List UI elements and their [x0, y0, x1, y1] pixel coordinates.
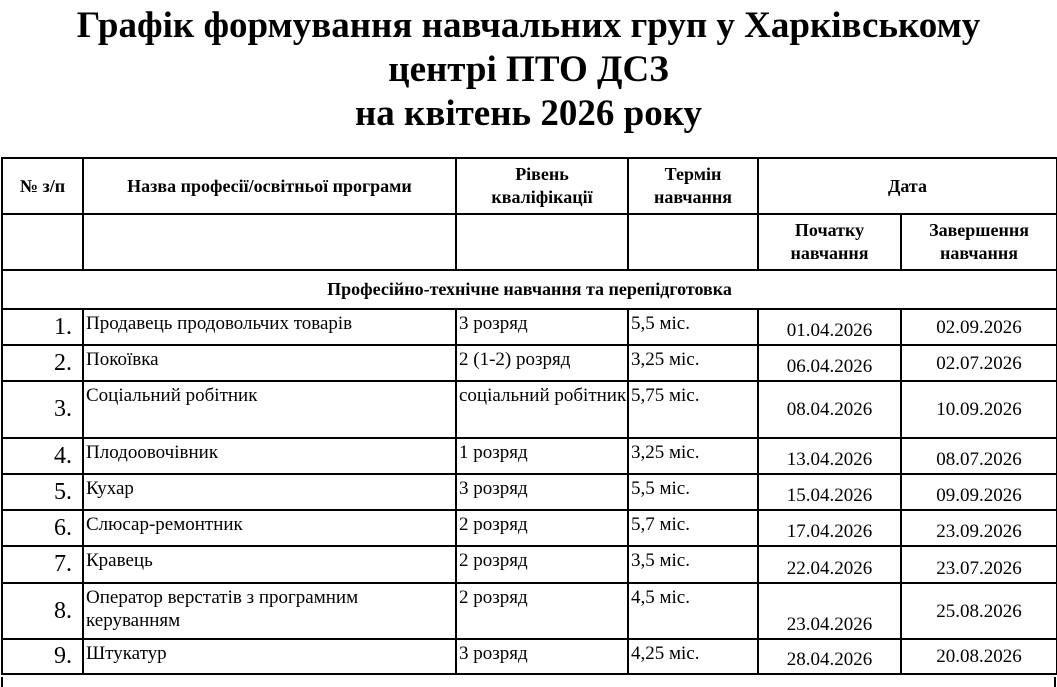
row-end: 10.09.2026	[901, 381, 1057, 438]
row-number: 6.	[2, 510, 83, 546]
header-level: Рівень кваліфікації	[456, 158, 628, 214]
row-name: Покоївка	[83, 345, 456, 381]
row-end: 20.08.2026	[901, 639, 1057, 674]
row-level: 2 розряд	[456, 546, 628, 583]
subheader-empty-1	[2, 214, 83, 270]
row-number: 7.	[2, 546, 83, 583]
row-duration: 3,25 міс.	[628, 438, 758, 474]
row-name: Штукатур	[83, 639, 456, 674]
subheader-empty-2	[83, 214, 456, 270]
row-level: соціальний робітник	[456, 381, 628, 438]
header-duration: Термін навчання	[628, 158, 758, 214]
row-duration: 3,5 міс.	[628, 546, 758, 583]
title-line-1: Графік формування навчальних груп у Харківському	[76, 5, 981, 46]
row-number: 5.	[2, 474, 83, 510]
subheader-empty-3	[456, 214, 628, 270]
row-duration: 5,5 міс.	[628, 474, 758, 510]
title-line-2: центрі ПТО ДСЗ	[388, 49, 669, 90]
header-start: Початку навчання	[758, 214, 901, 270]
row-number: 3.	[2, 381, 83, 438]
row-level: 3 розряд	[456, 639, 628, 674]
row-name: Слюсар-ремонтник	[83, 510, 456, 546]
row-duration: 5,75 міс.	[628, 381, 758, 438]
row-end: 02.09.2026	[901, 309, 1057, 345]
row-start: 23.04.2026	[758, 583, 901, 639]
row-level: 2 розряд	[456, 510, 628, 546]
row-duration: 3,25 міс.	[628, 345, 758, 381]
row-start: 28.04.2026	[758, 639, 901, 674]
row-name: Плодоовочівник	[83, 438, 456, 474]
row-end: 09.09.2026	[901, 474, 1057, 510]
table-row	[2, 381, 1057, 438]
table-row	[2, 438, 1057, 474]
row-number: 2.	[2, 345, 83, 381]
header-date: Дата	[758, 158, 1057, 214]
header-name: Назва професії/освітньої програми	[83, 158, 456, 214]
row-start: 01.04.2026	[758, 309, 901, 345]
row-number: 4.	[2, 438, 83, 474]
table-row	[2, 583, 1057, 639]
row-level: 1 розряд	[456, 438, 628, 474]
table-row	[2, 510, 1057, 546]
table-row	[2, 309, 1057, 345]
row-name: Продавець продовольчих товарів	[83, 309, 456, 345]
schedule-table	[1, 157, 1057, 675]
table-row	[2, 546, 1057, 583]
row-name: Оператор верстатів з програмним керуванням	[83, 583, 456, 639]
section-row	[2, 270, 1057, 309]
table-row	[2, 474, 1057, 510]
row-level: 3 розряд	[456, 474, 628, 510]
header-end: Завершення навчання	[901, 214, 1057, 270]
row-start: 13.04.2026	[758, 438, 901, 474]
header-row	[2, 158, 1057, 214]
row-number: 1.	[2, 309, 83, 345]
row-level: 2 (1-2) розряд	[456, 345, 628, 381]
row-duration: 4,5 міс.	[628, 583, 758, 639]
row-start: 06.04.2026	[758, 345, 901, 381]
row-name: Соціальний робітник	[83, 381, 456, 438]
row-duration: 5,7 міс.	[628, 510, 758, 546]
row-end: 08.07.2026	[901, 438, 1057, 474]
subheader-empty-4	[628, 214, 758, 270]
subheader-row	[2, 214, 1057, 270]
page-title	[0, 4, 1057, 136]
row-name: Кухар	[83, 474, 456, 510]
row-start: 08.04.2026	[758, 381, 901, 438]
table-row	[2, 639, 1057, 674]
row-end: 23.07.2026	[901, 546, 1057, 583]
row-level: 2 розряд	[456, 583, 628, 639]
row-number: 9.	[2, 639, 83, 674]
next-row-edge	[1, 677, 1056, 687]
row-duration: 5,5 міс.	[628, 309, 758, 345]
row-end: 02.07.2026	[901, 345, 1057, 381]
header-number: № з/п	[2, 158, 83, 214]
table-row	[2, 345, 1057, 381]
row-name: Кравець	[83, 546, 456, 583]
row-number: 8.	[2, 583, 83, 639]
row-level: 3 розряд	[456, 309, 628, 345]
row-end: 25.08.2026	[901, 583, 1057, 639]
title-line-3: на квітень 2026 року	[354, 93, 702, 134]
row-start: 17.04.2026	[758, 510, 901, 546]
row-start: 22.04.2026	[758, 546, 901, 583]
row-end: 23.09.2026	[901, 510, 1057, 546]
section-title: Професійно-технічне навчання та перепідготовка	[2, 270, 1057, 309]
row-duration: 4,25 міс.	[628, 639, 758, 674]
row-start: 15.04.2026	[758, 474, 901, 510]
